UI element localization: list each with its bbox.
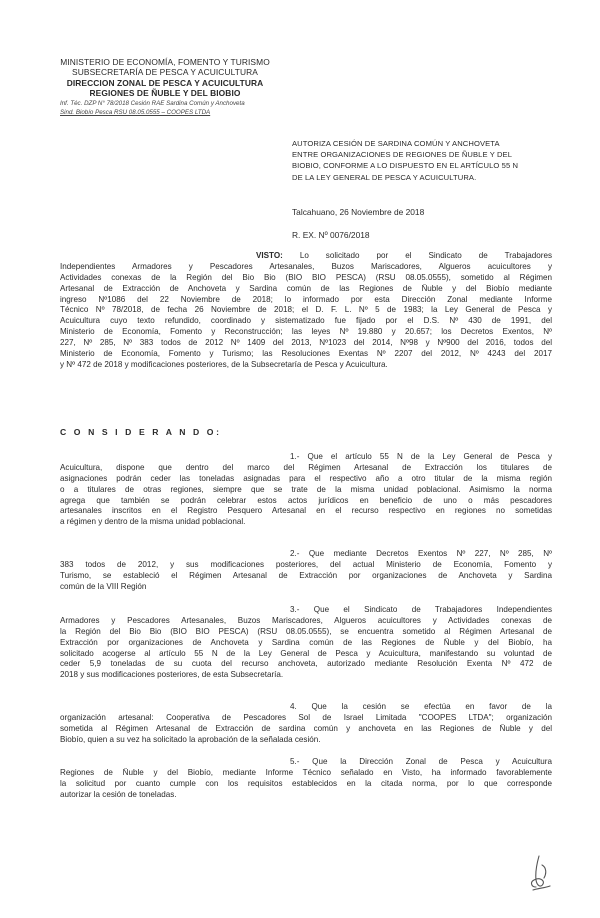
visto-line: Independientes Armadores y Pescadores Artesanales, Buzos Mariscadores, Algueros acuicultores y [60, 261, 552, 271]
considerando-paragraph-1 [60, 452, 552, 528]
paragraph-first-line: 4. Que la cesión se efectúa en favor de la [290, 702, 552, 711]
visto-line: Técnico Nº 78/2018, de fecha 26 Noviembre de 2018; el D. F. L. Nº 5 de 1983; la Ley General de Pesca y [60, 305, 552, 315]
paragraph-line: Regiones de Ñuble y del Biobío, mediante Informe Técnico señalado en Visto, ha informado favorablemente [60, 767, 552, 777]
paragraph-line: asignaciones podrán ceder las toneladas asignadas para el respectivo año a otro titular de la misma región [60, 473, 552, 483]
considerando-paragraph-2 [60, 549, 552, 593]
paragraph-line: la Región del Bio Bio (BIO BIO PESCA) (RSU 08.05.0555), se encuentra sometido al Régimen Artesanal de [60, 626, 552, 636]
paragraph-line: agrega que también se podrán celebrar estos actos jurídicos en beneficio de uno o más pescadores [60, 495, 552, 505]
paragraph-line: o a titulares de otras regiones, siempre que se trate de la misma unidad poblacional. Asimismo la norma [60, 484, 552, 494]
subject-line: ENTRE ORGANIZACIONES DE REGIONES DE ÑUBLE Y DEL [292, 150, 513, 160]
paragraph-line: sometida al Régimen Artesanal de Extracción de sardina común y anchoveta en las Regiones de Ñuble y del [60, 723, 552, 733]
ministry-name: MINISTERIO DE ECONOMÍA, FOMENTO Y TURISMO [60, 57, 270, 67]
paragraph-first-line: 1.- Que el artículo 55 N de la Ley General de Pesca y [290, 452, 552, 461]
resolution-subject [292, 138, 532, 183]
paragraph-line: 383 todos de 2012, y sus modificaciones posteriores, del actual Ministerio de Economía, Fomento y [60, 559, 552, 569]
visto-line: Ministerio de Economía, Fomento y Turismo; las Resoluciones Exentas Nº 2207 del 2012, Nº 4243 del 2017 [60, 349, 552, 359]
paragraph-line: Biobío, quien a su vez ha solicitado la aprobación de la señalada cesión. [60, 734, 321, 744]
considerando-paragraph-5 [60, 757, 552, 801]
paragraph-line: común de la VIII Región [60, 581, 147, 591]
paragraph-line: artesanales inscritos en el Registro Pesquero Artesanal en el recurso respectivo en regiones no sometidas [60, 506, 552, 516]
paragraph-line: Armadores y Pescadores Artesanales, Buzos Mariscadores, Algueros acuicultores y Actividades conexas de [60, 615, 552, 625]
considerando-paragraph-3 [60, 605, 552, 681]
subject-line: BIOBIO, CONFORME A LO DISPUESTO EN EL ARTÍCULO 55 N [292, 161, 519, 171]
visto-first-line [60, 251, 552, 262]
resolution-number: R. EX. Nº 0076/2018 [292, 230, 370, 240]
signature-initials-icon [525, 853, 555, 893]
paragraph-first-line: 3.- Que el Sindicato de Trabajadores Independientes [290, 605, 552, 614]
visto-line: 227, Nº 285, Nº 383 todos de 2012 Nº 1409 del 2013, Nº1023 del 2014, Nº98 y Nº900 del 2016, todos del [60, 338, 552, 348]
paragraph-line: solicitado acogerse al artículo 55 N de la Ley General de Pesca y Acuicultura, manifestando su voluntad de [60, 648, 552, 658]
subject-line: DE LA LEY GENERAL DE PESCA Y ACUICULTURA. [292, 172, 477, 182]
visto-line: Acuicultura cuyo texto refundido, coordinado y sistematizado fue fijado por el D.S. Nº 430 de 1991, del [60, 316, 552, 326]
visto-section [60, 251, 552, 371]
considerando-paragraph-4 [60, 702, 552, 746]
zonal-direction-name: DIRECCION ZONAL DE PESCA Y ACUICULTURA [66, 77, 264, 88]
subject-line: AUTORIZA CESIÓN DE SARDINA COMÚN Y ANCHOVETA [292, 139, 500, 148]
visto-line: ingreso Nº1086 del 22 Noviembre de 2018; lo informado por esta Dirección Zonal mediante Informe [60, 294, 552, 304]
paragraph-line: 2018 y sus modificaciones posteriores, de esta Subsecretaría. [60, 670, 284, 680]
visto-line: Artesanal de Extracción de Anchoveta y Sardina común de las Regiones de Ñuble y del Biobío mediante [60, 283, 552, 293]
visto-line: y Nº 472 de 2018 y modificaciones posteriores, de la Subsecretaría de Pesca y Acuicultura. [60, 359, 388, 369]
paragraph-line: Acuicultura, dispone que dentro del marco del Régimen Artesanal de Extracción los titulares de [60, 462, 552, 472]
paragraph-line: la solicitud por cuanto cumple con los requisitos establecidos en la citada norma, por lo que corresponde [60, 778, 552, 788]
subsecretary-name: SUBSECRETARÍA DE PESCA Y ACUICULTURA [72, 67, 258, 78]
paragraph-first-line: 5.- Que la Dirección Zonal de Pesca y Acuicultura [290, 757, 552, 766]
paragraph-line: autorizar la cesión de toneladas. [60, 789, 177, 799]
reference-line-1: Inf. Téc. DZP N° 78/2018 Cesión RAE Sardina Común y Anchoveta [60, 99, 245, 107]
paragraph-line: a régimen y dentro de la misma unidad poblacional. [60, 517, 246, 527]
visto-line: Actividades conexas de la Región del Bio Bio (BIO BIO PESCA) (RSU 08.05.0555), sometido al Régimen [60, 272, 552, 282]
paragraph-first-line: 2.- Que mediante Decretos Exentos Nº 227, Nº 285, Nº [290, 549, 552, 558]
paragraph-line: Turismo, se estableció el Régimen Artesanal de Extracción por organizaciones de Anchoveta y Sardina [60, 570, 552, 580]
date-line: Talcahuano, 26 Noviembre de 2018 [292, 207, 425, 217]
paragraph-line: organización artesanal: Cooperativa de Pescadores Sol de Israel Limitada "COOPES LTDA"; organización [60, 712, 552, 722]
paragraph-line: Extracción por organizaciones de Anchoveta y Sardina común de las Regiones de Ñuble y del Biobío, ha [60, 637, 552, 647]
visto-label: VISTO: [256, 251, 283, 260]
visto-text: Lo solicitado por el Sindicato de Trabajadores [282, 251, 552, 260]
visto-line: Ministerio de Economía, Fomento y Reconstrucción; las leyes Nº 19.880 y 20.657; los Decretos Exentos, Nº [60, 327, 552, 337]
paragraph-line: ceder 5,9 toneladas de su cuota del recurso anchoveta, autorizado mediante Resolución Exenta Nº 472 de [60, 659, 552, 669]
letterhead [60, 57, 320, 117]
reference-line-2: Sind. Biobío Pesca RSU 08.05.0555 – COOPES LTDA [60, 108, 211, 116]
considerando-heading: C O N S I D E R A N D O: [60, 427, 222, 437]
regions-name: REGIONES DE ÑUBLE Y DEL BIOBIO [89, 88, 241, 99]
